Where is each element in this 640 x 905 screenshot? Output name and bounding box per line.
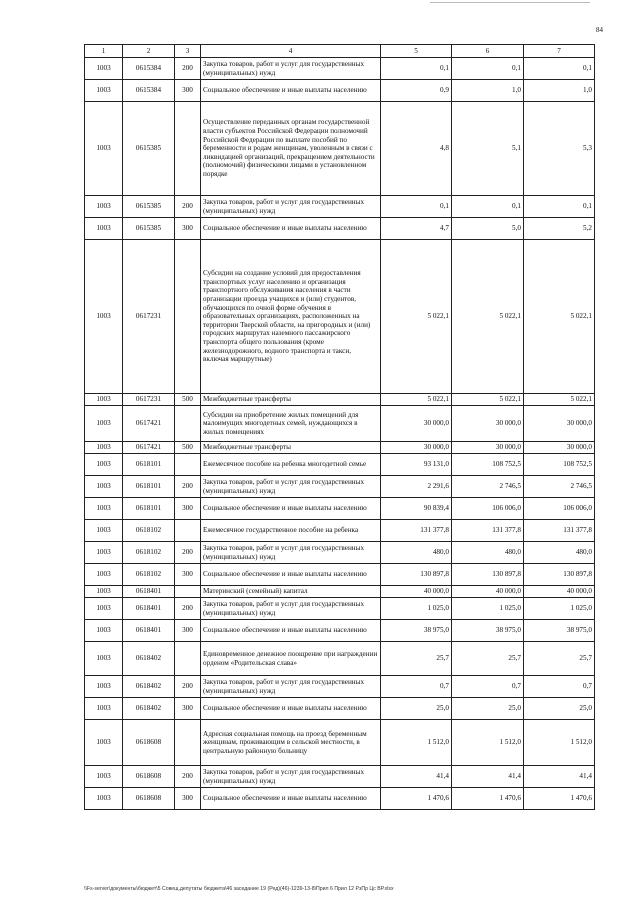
cell-section: 1003: [85, 102, 123, 196]
cell-target-article: 0618101: [123, 454, 175, 476]
cell-amount-year2: 5,1: [452, 102, 524, 196]
cell-description: Социальное обеспечение и иные выплаты населению: [201, 218, 381, 240]
cell-expense-type: 200: [175, 676, 201, 698]
budget-table: [84, 44, 595, 810]
cell-amount-year2: 1 512,0: [452, 720, 524, 766]
cell-section: 1003: [85, 80, 123, 102]
cell-amount-year3: 108 752,5: [524, 454, 595, 476]
cell-target-article: 0615384: [123, 80, 175, 102]
cell-amount-year1: 25,0: [381, 698, 452, 720]
cell-section: 1003: [85, 520, 123, 542]
cell-expense-type: 200: [175, 766, 201, 788]
cell-section: 1003: [85, 240, 123, 394]
cell-amount-year1: 4,7: [381, 218, 452, 240]
cell-amount-year1: 130 897,8: [381, 564, 452, 586]
cell-amount-year3: 131 377,8: [524, 520, 595, 542]
cell-amount-year2: 41,4: [452, 766, 524, 788]
cell-description: Социальное обеспечение и иные выплаты населению: [201, 788, 381, 810]
cell-amount-year1: 0,1: [381, 58, 452, 80]
cell-section: 1003: [85, 498, 123, 520]
cell-target-article: 0617231: [123, 240, 175, 394]
cell-amount-year1: 5 022,1: [381, 240, 452, 394]
cell-amount-year2: 30 000,0: [452, 442, 524, 454]
cell-section: 1003: [85, 196, 123, 218]
cell-section: 1003: [85, 442, 123, 454]
cell-amount-year1: 0,7: [381, 676, 452, 698]
cell-section: 1003: [85, 676, 123, 698]
table-row: [85, 598, 595, 620]
cell-amount-year1: 41,4: [381, 766, 452, 788]
table-row: [85, 454, 595, 476]
cell-description: Закупка товаров, работ и услуг для государственных (муниципальных) нужд: [201, 766, 381, 788]
cell-amount-year2: 1 025,0: [452, 598, 524, 620]
cell-description: Социальное обеспечение и иные выплаты населению: [201, 564, 381, 586]
cell-section: 1003: [85, 394, 123, 406]
cell-target-article: 0618102: [123, 564, 175, 586]
cell-expense-type: 200: [175, 476, 201, 498]
cell-target-article: 0617231: [123, 394, 175, 406]
cell-description: Закупка товаров, работ и услуг для государственных (муниципальных) нужд: [201, 476, 381, 498]
cell-target-article: 0618102: [123, 542, 175, 564]
cell-expense-type: 300: [175, 564, 201, 586]
cell-amount-year1: 131 377,8: [381, 520, 452, 542]
cell-section: 1003: [85, 476, 123, 498]
cell-amount-year3: 130 897,8: [524, 564, 595, 586]
cell-description: Единовременное денежное поощрение при награждении орденом «Родительская слава»: [201, 642, 381, 676]
cell-amount-year3: 38 975,0: [524, 620, 595, 642]
cell-section: 1003: [85, 454, 123, 476]
cell-expense-type: 300: [175, 80, 201, 102]
cell-target-article: 0618608: [123, 788, 175, 810]
cell-amount-year3: 5,2: [524, 218, 595, 240]
table-row: [85, 80, 595, 102]
cell-description: Закупка товаров, работ и услуг для государственных (муниципальных) нужд: [201, 58, 381, 80]
cell-amount-year3: 41,4: [524, 766, 595, 788]
cell-amount-year1: 30 000,0: [381, 406, 452, 442]
cell-amount-year2: 2 746,5: [452, 476, 524, 498]
table-row: [85, 442, 595, 454]
table-row: [85, 676, 595, 698]
cell-expense-type: 200: [175, 58, 201, 80]
cell-amount-year1: 1 470,6: [381, 788, 452, 810]
header-cell: 4: [201, 45, 381, 58]
cell-amount-year2: 130 897,8: [452, 564, 524, 586]
cell-target-article: 0618401: [123, 620, 175, 642]
table-row: [85, 620, 595, 642]
cell-amount-year2: 480,0: [452, 542, 524, 564]
cell-description: Межбюджетные трансферты: [201, 394, 381, 406]
cell-amount-year3: 5,3: [524, 102, 595, 196]
table-row: [85, 240, 595, 394]
cell-section: 1003: [85, 698, 123, 720]
cell-description: Межбюджетные трансферты: [201, 442, 381, 454]
cell-amount-year3: 480,0: [524, 542, 595, 564]
cell-section: 1003: [85, 564, 123, 586]
cell-amount-year2: 25,0: [452, 698, 524, 720]
table-row: [85, 788, 595, 810]
cell-description: Закупка товаров, работ и услуг для государственных (муниципальных) нужд: [201, 676, 381, 698]
cell-amount-year2: 38 975,0: [452, 620, 524, 642]
cell-amount-year1: 25,7: [381, 642, 452, 676]
table-body: [85, 58, 595, 810]
cell-amount-year2: 1 470,6: [452, 788, 524, 810]
cell-expense-type: 200: [175, 542, 201, 564]
cell-amount-year3: 30 000,0: [524, 406, 595, 442]
table-row: [85, 476, 595, 498]
cell-amount-year2: 0,1: [452, 196, 524, 218]
cell-amount-year1: 5 022,1: [381, 394, 452, 406]
table-row: [85, 564, 595, 586]
cell-target-article: 0615385: [123, 218, 175, 240]
cell-expense-type: [175, 406, 201, 442]
cell-section: 1003: [85, 406, 123, 442]
cell-amount-year3: 40 000,0: [524, 586, 595, 598]
cell-description: Ежемесячное государственное пособие на ребенка: [201, 520, 381, 542]
cell-target-article: 0615385: [123, 196, 175, 218]
cell-amount-year1: 90 839,4: [381, 498, 452, 520]
table-row: [85, 102, 595, 196]
cell-target-article: 0618101: [123, 498, 175, 520]
cell-expense-type: [175, 720, 201, 766]
cell-expense-type: 500: [175, 442, 201, 454]
table-row: [85, 720, 595, 766]
cell-expense-type: [175, 520, 201, 542]
cell-amount-year3: 25,0: [524, 698, 595, 720]
cell-amount-year2: 0,7: [452, 676, 524, 698]
cell-amount-year3: 5 022,1: [524, 240, 595, 394]
cell-amount-year1: 0,1: [381, 196, 452, 218]
table-row: [85, 394, 595, 406]
cell-target-article: 0618401: [123, 586, 175, 598]
top-rule: [430, 2, 590, 3]
cell-expense-type: [175, 102, 201, 196]
table-row: [85, 218, 595, 240]
table-row: [85, 498, 595, 520]
cell-amount-year2: 106 006,0: [452, 498, 524, 520]
cell-description: Ежемесячное пособие на ребенка многодетной семье: [201, 454, 381, 476]
cell-section: 1003: [85, 642, 123, 676]
cell-amount-year3: 0,1: [524, 196, 595, 218]
cell-amount-year1: 40 000,0: [381, 586, 452, 598]
cell-amount-year1: 0,9: [381, 80, 452, 102]
file-path-footer: \\Fs-server\документы\бюджет\5 Совещ.депутаты бюджета\46 заседание 19 (Ред)(46)-1239-13-8\Прил 6 Прил 12 РзПр Цс ВР.xlsx: [84, 886, 394, 892]
cell-section: 1003: [85, 788, 123, 810]
cell-amount-year2: 5 022,1: [452, 240, 524, 394]
cell-amount-year1: 1 512,0: [381, 720, 452, 766]
header-cell: 7: [524, 45, 595, 58]
cell-description: Адресная социальная помощь на проезд беременным женщинам, проживающим в сельской местности, в центральную районную больницу: [201, 720, 381, 766]
cell-target-article: 0618402: [123, 642, 175, 676]
cell-expense-type: 200: [175, 196, 201, 218]
cell-description: Осуществление переданных органам государственной власти субъектов Российской Федерации полномочий Российской Федерации по выплате пособий по беременности и родам женщинам, уволенным в связи с ликвидацией организаций, прекращением деятельности (полномочий) физическими лицами в установленном порядке: [201, 102, 381, 196]
cell-amount-year1: 30 000,0: [381, 442, 452, 454]
cell-amount-year3: 2 746,5: [524, 476, 595, 498]
cell-description: Социальное обеспечение и иные выплаты населению: [201, 620, 381, 642]
cell-amount-year3: 1 025,0: [524, 598, 595, 620]
cell-amount-year2: 30 000,0: [452, 406, 524, 442]
cell-amount-year3: 30 000,0: [524, 442, 595, 454]
header-cell: 3: [175, 45, 201, 58]
cell-target-article: 0618401: [123, 598, 175, 620]
cell-target-article: 0618101: [123, 476, 175, 498]
cell-amount-year3: 106 006,0: [524, 498, 595, 520]
cell-amount-year1: 2 291,6: [381, 476, 452, 498]
cell-section: 1003: [85, 218, 123, 240]
cell-expense-type: [175, 454, 201, 476]
table-row: [85, 520, 595, 542]
cell-description: Субсидии на создание условий для предоставления транспортных услуг населению и организация транспортного обслуживания населения в части организации проезда учащихся и (или) студентов, обучающихся по очной форме обучения в образовательных организациях, расположенных на территории Тверской области, на пригородных и (или) городских маршрутах наземного пассажирского транспорта общего пользования (кроме железнодорожного, водного транспорта и такси, включая маршрутные): [201, 240, 381, 394]
table-row: [85, 406, 595, 442]
cell-amount-year3: 0,1: [524, 58, 595, 80]
table-row: [85, 586, 595, 598]
cell-target-article: 0617421: [123, 406, 175, 442]
cell-target-article: 0617421: [123, 442, 175, 454]
cell-amount-year1: 1 025,0: [381, 598, 452, 620]
cell-amount-year2: 40 000,0: [452, 586, 524, 598]
cell-amount-year2: 131 377,8: [452, 520, 524, 542]
cell-target-article: 0618608: [123, 720, 175, 766]
table-row: [85, 642, 595, 676]
cell-target-article: 0618608: [123, 766, 175, 788]
header-cell: 2: [123, 45, 175, 58]
cell-amount-year2: 5,0: [452, 218, 524, 240]
cell-target-article: 0618402: [123, 698, 175, 720]
cell-amount-year2: 25,7: [452, 642, 524, 676]
table-row: [85, 542, 595, 564]
cell-expense-type: [175, 642, 201, 676]
header-cell: 1: [85, 45, 123, 58]
cell-amount-year3: 25,7: [524, 642, 595, 676]
cell-description: Материнский (семейный) капитал: [201, 586, 381, 598]
cell-description: Социальное обеспечение и иные выплаты населению: [201, 698, 381, 720]
cell-expense-type: 200: [175, 598, 201, 620]
cell-section: 1003: [85, 586, 123, 598]
cell-expense-type: 300: [175, 218, 201, 240]
page-number: 84: [596, 26, 603, 34]
header-row: [85, 45, 595, 58]
cell-amount-year3: 1 470,6: [524, 788, 595, 810]
cell-amount-year3: 1 512,0: [524, 720, 595, 766]
header-cell: 6: [452, 45, 524, 58]
cell-amount-year1: 480,0: [381, 542, 452, 564]
cell-expense-type: 300: [175, 498, 201, 520]
cell-target-article: 0615384: [123, 58, 175, 80]
cell-amount-year3: 5 022,1: [524, 394, 595, 406]
cell-amount-year1: 93 131,0: [381, 454, 452, 476]
cell-section: 1003: [85, 620, 123, 642]
cell-amount-year1: 38 975,0: [381, 620, 452, 642]
cell-amount-year3: 1,0: [524, 80, 595, 102]
cell-section: 1003: [85, 542, 123, 564]
cell-description: Закупка товаров, работ и услуг для государственных (муниципальных) нужд: [201, 196, 381, 218]
header-cell: 5: [381, 45, 452, 58]
cell-section: 1003: [85, 598, 123, 620]
cell-amount-year2: 5 022,1: [452, 394, 524, 406]
cell-expense-type: 300: [175, 788, 201, 810]
cell-amount-year2: 0,1: [452, 58, 524, 80]
cell-target-article: 0618402: [123, 676, 175, 698]
cell-target-article: 0615385: [123, 102, 175, 196]
cell-amount-year2: 108 752,5: [452, 454, 524, 476]
cell-section: 1003: [85, 58, 123, 80]
cell-target-article: 0618102: [123, 520, 175, 542]
table-row: [85, 196, 595, 218]
cell-section: 1003: [85, 766, 123, 788]
cell-expense-type: [175, 240, 201, 394]
table-row: [85, 698, 595, 720]
cell-description: Социальное обеспечение и иные выплаты населению: [201, 498, 381, 520]
cell-expense-type: 300: [175, 620, 201, 642]
cell-amount-year1: 4,8: [381, 102, 452, 196]
cell-amount-year3: 0,7: [524, 676, 595, 698]
cell-description: Закупка товаров, работ и услуг для государственных (муниципальных) нужд: [201, 598, 381, 620]
cell-expense-type: 300: [175, 698, 201, 720]
cell-expense-type: 500: [175, 394, 201, 406]
table-row: [85, 58, 595, 80]
cell-section: 1003: [85, 720, 123, 766]
cell-description: Субсидии на приобретение жилых помещений для малоимущих многодетных семей, нуждающихся в жилых помещениях: [201, 406, 381, 442]
table-row: [85, 766, 595, 788]
cell-description: Социальное обеспечение и иные выплаты населению: [201, 80, 381, 102]
cell-expense-type: [175, 586, 201, 598]
cell-description: Закупка товаров, работ и услуг для государственных (муниципальных) нужд: [201, 542, 381, 564]
cell-amount-year2: 1,0: [452, 80, 524, 102]
